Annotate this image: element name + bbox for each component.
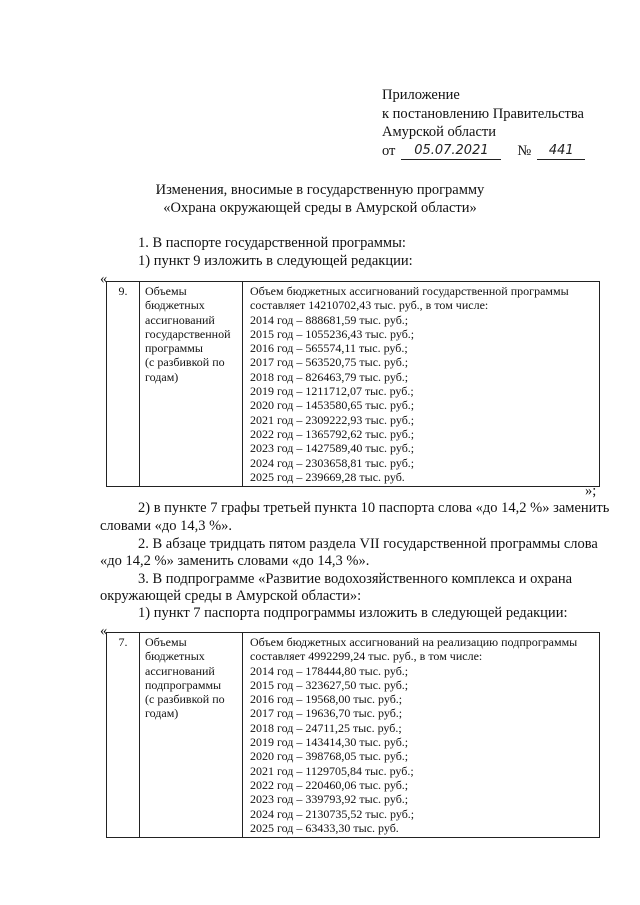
row-value: [243, 282, 600, 487]
value-line: 2016 год – 565574,11 тыс. руб.;: [250, 341, 408, 356]
value-line: составляет 14210702,43 тыс. руб., в том числе:: [250, 298, 489, 313]
appendix-line-2: к постановлению Правительства: [382, 105, 584, 122]
item-3-line-2: окружающей среды в Амурской области»:: [100, 588, 362, 604]
value-line: 2024 год – 2130735,52 тыс. руб.;: [250, 806, 415, 821]
appendix-line-3: Амурской области: [382, 124, 496, 140]
appendix-line-1: Приложение: [382, 87, 460, 103]
value-line: 2021 год – 1129705,84 тыс. руб.;: [250, 763, 414, 778]
label-line: годам): [145, 369, 179, 384]
number-label: №: [517, 142, 532, 159]
value-line: 2022 год – 220460,06 тыс. руб.;: [250, 777, 409, 792]
value-line: 2014 год – 888681,59 тыс. руб.;: [250, 312, 409, 327]
passport-table-1: [106, 281, 600, 487]
value-line: 2018 год – 24711,25 тыс. руб.;: [250, 720, 402, 735]
value-line: 2019 год – 143414,30 тыс. руб.;: [250, 735, 409, 750]
item-3-1: 1) пункт 7 паспорта подпрограммы изложить в следующей редакции:: [138, 605, 568, 621]
label-line: ассигнований: [145, 663, 215, 678]
date-prefix: от: [382, 142, 396, 159]
value-line: 2016 год – 19568,00 тыс. руб.;: [250, 692, 403, 707]
row-label: [140, 633, 243, 838]
row-number: 9.: [107, 282, 140, 487]
value-line: 2018 год – 826463,79 тыс. руб.;: [250, 369, 409, 384]
appendix-block: [382, 86, 585, 160]
table-row: [107, 282, 600, 487]
label-line: Объемы: [145, 284, 187, 298]
appendix-date-row: [382, 142, 585, 161]
value-line: 2023 год – 1427589,40 тыс. руб.;: [250, 441, 415, 456]
label-line: годам): [145, 706, 179, 721]
label-line: (с разбивкой по: [145, 355, 225, 370]
label-line: бюджетных: [145, 649, 205, 664]
label-line: бюджетных: [145, 298, 205, 313]
date-value: 05.07.2021: [401, 143, 501, 160]
heading-line-1: Изменения, вносимые в государственную программу: [155, 182, 485, 198]
item-2-line-1: 2. В абзаце тридцать пятом раздела VII государственной программы слова: [138, 536, 598, 552]
value-line: 2020 год – 1453580,65 тыс. руб.;: [250, 398, 415, 413]
value-line: 2020 год – 398768,05 тыс. руб.;: [250, 749, 409, 764]
value-line: 2017 год – 19636,70 тыс. руб.;: [250, 706, 403, 721]
passport-table-2: [106, 632, 600, 838]
open-quote-1: «: [100, 271, 108, 287]
value-line: 2025 год – 239669,28 тыс. руб.: [250, 469, 405, 484]
row-number: 7.: [107, 633, 140, 838]
value-line: 2025 год – 63433,30 тыс. руб.: [250, 820, 399, 835]
value-line: 2017 год – 563520,75 тыс. руб.;: [250, 355, 409, 370]
heading-line-2: «Охрана окружающей среды в Амурской области»: [163, 200, 477, 216]
value-line: Объем бюджетных ассигнований на реализацию подпрограммы: [250, 635, 578, 649]
row-label: [140, 282, 243, 487]
label-line: Объемы: [145, 635, 187, 649]
item-1-2-line-1: 2) в пункте 7 графы третьей пункта 10 паспорта слова «до 14,2 %» заменить: [138, 500, 610, 516]
value-line: 2022 год – 1365792,62 тыс. руб.;: [250, 426, 415, 441]
label-line: государственной: [145, 326, 231, 341]
item-1: 1. В паспорте государственной программы:: [138, 235, 406, 251]
label-line: (с разбивкой по: [145, 692, 225, 707]
row-value: [243, 633, 600, 838]
value-line: 2015 год – 1055236,43 тыс. руб.;: [250, 326, 415, 341]
item-1-2-line-2: словами «до 14,3 %».: [100, 518, 233, 534]
label-line: программы: [145, 341, 203, 356]
value-line: 2021 год – 2309222,93 тыс. руб.;: [250, 412, 415, 427]
value-line: 2024 год – 2303658,81 тыс. руб.;: [250, 455, 415, 470]
value-line: 2019 год – 1211712,07 тыс. руб.;: [250, 384, 414, 399]
value-line: составляет 4992299,24 тыс. руб., в том числе:: [250, 649, 483, 664]
table-row: [107, 633, 600, 838]
item-2-line-2: «до 14,2 %» заменить словами «до 14,3 %».: [100, 553, 370, 569]
close-quote-1: »;: [585, 483, 597, 499]
label-line: подпрограммы: [145, 677, 222, 692]
number-value: 441: [537, 143, 585, 160]
open-quote-2: «: [100, 623, 108, 639]
item-3-line-1: 3. В подпрограмме «Развитие водохозяйственного комплекса и охрана: [138, 571, 573, 587]
item-1-1: 1) пункт 9 изложить в следующей редакции:: [138, 253, 413, 269]
value-line: 2015 год – 323627,50 тыс. руб.;: [250, 677, 409, 692]
value-line: Объем бюджетных ассигнований государственной программы: [250, 284, 569, 298]
label-line: ассигнований: [145, 312, 215, 327]
value-line: 2014 год – 178444,80 тыс. руб.;: [250, 663, 409, 678]
value-line: 2023 год – 339793,92 тыс. руб.;: [250, 792, 409, 807]
